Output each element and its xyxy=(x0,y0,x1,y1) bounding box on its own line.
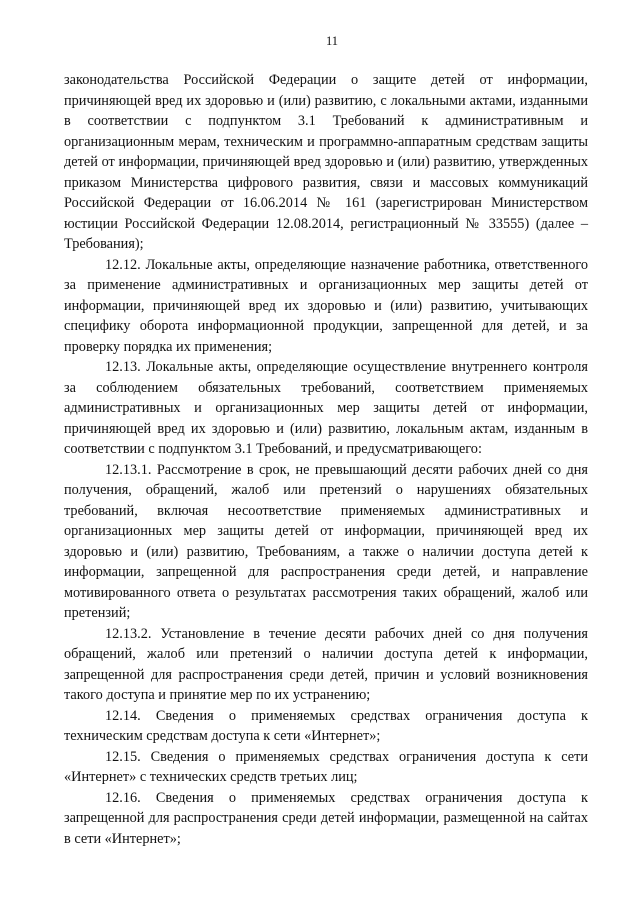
paragraph-12-13: 12.13. Локальные акты, определяющие осуществление внутреннего контроля за соблюдением обязательных требований, соответствием применяемых административных и организационных мер защиты детей от информации, причиняющей вред их здоровью и (или) развитию, локальным актам, изданным в соответствии с подпунктом 3.1 Требований, и предусматривающего: xyxy=(64,359,588,457)
paragraph-continuation: законодательства Российской Федерации о защите детей от информации, причиняющей вред их здоровью и (или) развитию, с локальными актами, изданными в соответствии с подпунктом 3.1 Требований к административным и организационным мерам, техническим и программно-аппаратным средствам защиты детей от информации, причиняющей вред здоровью и (или) развитию, утвержденных приказом Министерства цифрового развития, связи и массовых коммуникаций Российской Федерации от 16.06.2014 № 161 (зарегистрирован Министерством юстиции Российской Федерации 12.08.2014, регистрационный № 33555) (далее – Требования); xyxy=(64,72,588,252)
paragraph-12-13-2: 12.13.2. Установление в течение десяти рабочих дней со дня получения обращений, жалоб или претензий о наличии доступа детей к информации, запрещенной для распространения среди детей, причин и условий возникновения такого доступа и принятие мер по их устранению; xyxy=(64,625,588,703)
paragraph-12-14: 12.14. Сведения о применяемых средствах ограничения доступа к техническим средствам доступа к сети «Интернет»; xyxy=(64,707,588,744)
paragraph-12-16: 12.16. Сведения о применяемых средствах ограничения доступа к запрещенной для распространения среди детей информации, размещенной на сайтах в сети «Интернет»; xyxy=(64,789,588,847)
paragraph-12-12: 12.12. Локальные акты, определяющие назначение работника, ответственного за применение административных и организационных мер защиты детей от информации, причиняющей вред их здоровью и (или) развитию, учитывающих специфику оборота информационной продукции, запрещенной для детей, и за проверку порядка их применения; xyxy=(64,256,588,355)
paragraph-12-13-1: 12.13.1. Рассмотрение в срок, не превышающий десяти рабочих дней со дня получения, обращений, жалоб или претензий о нарушениях обязательных требований, включая несоответствие применяемых административных и организационных мер защиты детей от информации, причиняющей вред их здоровью и (или) развитию, Требованиям, а также о наличии доступа детей к информации, запрещенной для распространения среди детей, и направление мотивированного ответа о результатах рассмотрения таких обращений, жалоб или претензий; xyxy=(64,461,588,621)
document-body xyxy=(64,70,588,849)
paragraph-12-15: 12.15. Сведения о применяемых средствах ограничения доступа к сети «Интернет» с технических средств третьих лиц; xyxy=(64,748,588,785)
page-number: 11 xyxy=(325,34,339,48)
